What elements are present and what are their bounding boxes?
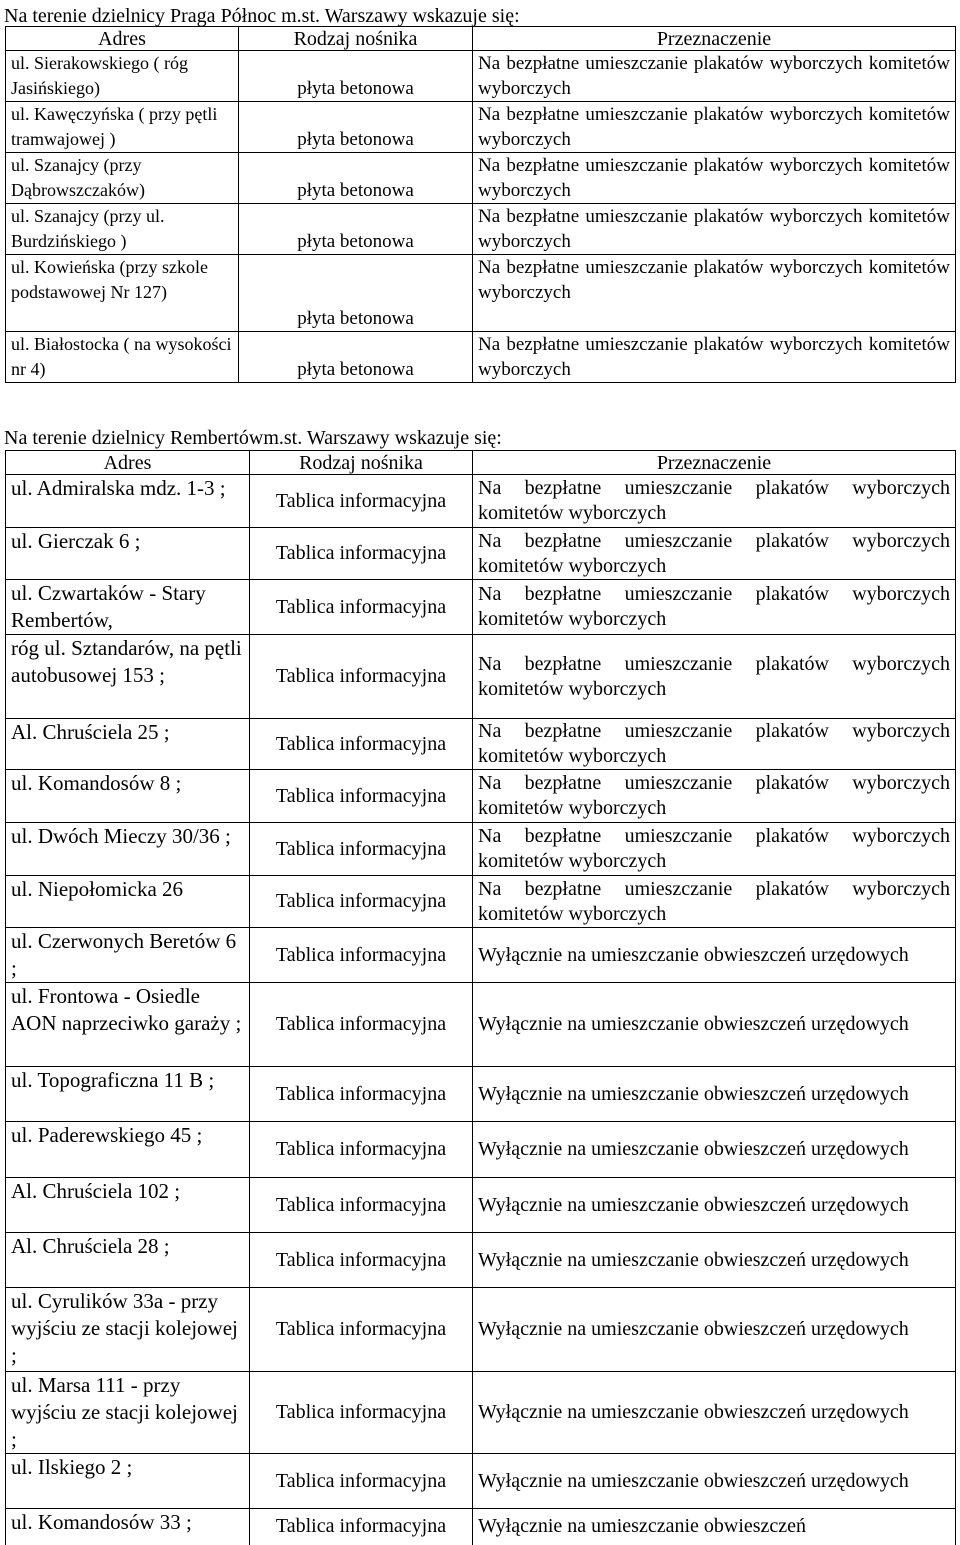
- address-cell: ul. Komandosów 33 ;: [6, 1509, 250, 1545]
- table-row: [6, 1233, 956, 1288]
- table-row: [6, 983, 956, 1067]
- carrier-type-cell: Tablica informacyjna: [250, 528, 473, 580]
- carrier-type-cell: płyta betonowa: [239, 332, 473, 383]
- column-header-type: Rodzaj nośnika: [250, 451, 473, 475]
- section2-heading: Na terenie dzielnicy Rembertówm.st. Warszawy wskazuje się:: [4, 427, 502, 449]
- carrier-type-cell: płyta betonowa: [239, 153, 473, 204]
- table-row: [6, 635, 956, 719]
- column-header-purpose: Przeznaczenie: [473, 451, 956, 475]
- carrier-type-cell: Tablica informacyjna: [250, 1288, 473, 1372]
- address-cell: ul. Ilskiego 2 ;: [6, 1454, 250, 1509]
- table-row: [6, 1122, 956, 1178]
- table-row: [6, 823, 956, 876]
- purpose-cell: Na bezpłatne umieszczanie plakatów wyborczych komitetów wyborczych: [473, 823, 956, 876]
- carrier-type-cell: płyta betonowa: [239, 255, 473, 332]
- purpose-cell: Na bezpłatne umieszczanie plakatów wyborczych komitetów wyborczych: [473, 528, 956, 580]
- purpose-cell: Na bezpłatne umieszczanie plakatów wyborczych komitetów wyborczych: [473, 876, 956, 928]
- address-cell: ul. Czerwonych Beretów 6 ;: [6, 928, 250, 983]
- purpose-cell: Na bezpłatne umieszczanie plakatów wyborczych komitetów wyborczych: [473, 102, 956, 153]
- address-cell: ul. Czwartaków - Stary Rembertów,: [6, 580, 250, 635]
- carrier-type-cell: Tablica informacyjna: [250, 1454, 473, 1509]
- table-row: [6, 102, 956, 153]
- table-row: [6, 1454, 956, 1509]
- table-row: [6, 332, 956, 383]
- address-cell: róg ul. Sztandarów, na pętli autobusowej 153 ;: [6, 635, 250, 719]
- carrier-type-cell: Tablica informacyjna: [250, 1509, 473, 1545]
- address-cell: ul. Szanajcy (przy Dąbrowszczaków): [6, 153, 239, 204]
- purpose-cell: Na bezpłatne umieszczanie plakatów wyborczych komitetów wyborczych: [473, 580, 956, 635]
- carrier-type-cell: Tablica informacyjna: [250, 1372, 473, 1454]
- table-row: [6, 1067, 956, 1122]
- carrier-type-cell: Tablica informacyjna: [250, 876, 473, 928]
- column-header-purpose: Przeznaczenie: [473, 27, 956, 51]
- table-row: [6, 1178, 956, 1233]
- purpose-cell: Na bezpłatne umieszczanie plakatów wyborczych komitetów wyborczych: [473, 475, 956, 528]
- purpose-cell: Wyłącznie na umieszczanie obwieszczeń: [473, 1509, 956, 1545]
- carrier-type-cell: Tablica informacyjna: [250, 475, 473, 528]
- purpose-cell: Na bezpłatne umieszczanie plakatów wyborczych komitetów wyborczych: [473, 51, 956, 102]
- purpose-cell: Wyłącznie na umieszczanie obwieszczeń urzędowych: [473, 983, 956, 1067]
- purpose-cell: Wyłącznie na umieszczanie obwieszczeń urzędowych: [473, 1233, 956, 1288]
- purpose-cell: Na bezpłatne umieszczanie plakatów wyborczych komitetów wyborczych: [473, 770, 956, 823]
- section1-heading: Na terenie dzielnicy Praga Północ m.st. Warszawy wskazuje się:: [4, 5, 520, 27]
- carrier-type-cell: Tablica informacyjna: [250, 1067, 473, 1122]
- table-row: [6, 1509, 956, 1545]
- purpose-cell: Wyłącznie na umieszczanie obwieszczeń urzędowych: [473, 1122, 956, 1178]
- table-row: [6, 580, 956, 635]
- address-cell: ul. Gierczak 6 ;: [6, 528, 250, 580]
- carrier-type-cell: Tablica informacyjna: [250, 770, 473, 823]
- table-row: [6, 528, 956, 580]
- address-cell: ul. Paderewskiego 45 ;: [6, 1122, 250, 1178]
- address-cell: ul. Cyrulików 33a - przy wyjściu ze stacji kolejowej ;: [6, 1288, 250, 1372]
- table-row: [6, 255, 956, 332]
- carrier-type-cell: płyta betonowa: [239, 204, 473, 255]
- address-cell: ul. Frontowa - Osiedle AON naprzeciwko garaży ;: [6, 983, 250, 1067]
- purpose-cell: Wyłącznie na umieszczanie obwieszczeń urzędowych: [473, 1178, 956, 1233]
- column-header-address: Adres: [6, 27, 239, 51]
- address-cell: ul. Niepołomicka 26: [6, 876, 250, 928]
- carrier-type-cell: Tablica informacyjna: [250, 1122, 473, 1178]
- address-cell: ul. Admiralska mdz. 1-3 ;: [6, 475, 250, 528]
- address-cell: ul. Sierakowskiego ( róg Jasińskiego): [6, 51, 239, 102]
- table-row: [6, 204, 956, 255]
- address-cell: ul. Topograficzna 11 B ;: [6, 1067, 250, 1122]
- column-header-type: Rodzaj nośnika: [239, 27, 473, 51]
- praga-polnoc-table: [5, 26, 956, 383]
- carrier-type-cell: Tablica informacyjna: [250, 1233, 473, 1288]
- carrier-type-cell: Tablica informacyjna: [250, 928, 473, 983]
- purpose-cell: Wyłącznie na umieszczanie obwieszczeń urzędowych: [473, 1454, 956, 1509]
- header-row: [6, 451, 956, 475]
- address-cell: ul. Kawęczyńska ( przy pętli tramwajowej ): [6, 102, 239, 153]
- purpose-cell: Wyłącznie na umieszczanie obwieszczeń urzędowych: [473, 1288, 956, 1372]
- address-cell: ul. Dwóch Mieczy 30/36 ;: [6, 823, 250, 876]
- purpose-cell: Wyłącznie na umieszczanie obwieszczeń urzędowych: [473, 928, 956, 983]
- purpose-cell: Na bezpłatne umieszczanie plakatów wyborczych komitetów wyborczych: [473, 635, 956, 719]
- address-cell: Al. Chruściela 28 ;: [6, 1233, 250, 1288]
- table-row: [6, 770, 956, 823]
- table-row: [6, 1372, 956, 1454]
- purpose-cell: Na bezpłatne umieszczanie plakatów wyborczych komitetów wyborczych: [473, 332, 956, 383]
- purpose-cell: Na bezpłatne umieszczanie plakatów wyborczych komitetów wyborczych: [473, 153, 956, 204]
- rembertow-table: [5, 450, 956, 1545]
- carrier-type-cell: Tablica informacyjna: [250, 635, 473, 719]
- address-cell: ul. Szanajcy (przy ul. Burdzińskiego ): [6, 204, 239, 255]
- table-row: [6, 928, 956, 983]
- carrier-type-cell: płyta betonowa: [239, 102, 473, 153]
- carrier-type-cell: Tablica informacyjna: [250, 823, 473, 876]
- column-header-address: Adres: [6, 451, 250, 475]
- address-cell: ul. Marsa 111 - przy wyjściu ze stacji kolejowej ;: [6, 1372, 250, 1454]
- purpose-cell: Wyłącznie na umieszczanie obwieszczeń urzędowych: [473, 1372, 956, 1454]
- address-cell: ul. Kowieńska (przy szkole podstawowej Nr 127): [6, 255, 239, 332]
- table-row: [6, 153, 956, 204]
- table-row: [6, 475, 956, 528]
- table-row: [6, 719, 956, 770]
- carrier-type-cell: Tablica informacyjna: [250, 580, 473, 635]
- carrier-type-cell: płyta betonowa: [239, 51, 473, 102]
- address-cell: Al. Chruściela 102 ;: [6, 1178, 250, 1233]
- carrier-type-cell: Tablica informacyjna: [250, 983, 473, 1067]
- header-row: [6, 27, 956, 51]
- table-row: [6, 51, 956, 102]
- carrier-type-cell: Tablica informacyjna: [250, 1178, 473, 1233]
- table-row: [6, 1288, 956, 1372]
- purpose-cell: Na bezpłatne umieszczanie plakatów wyborczych komitetów wyborczych: [473, 255, 956, 332]
- purpose-cell: Na bezpłatne umieszczanie plakatów wyborczych komitetów wyborczych: [473, 719, 956, 770]
- table-row: [6, 876, 956, 928]
- purpose-cell: Na bezpłatne umieszczanie plakatów wyborczych komitetów wyborczych: [473, 204, 956, 255]
- address-cell: ul. Komandosów 8 ;: [6, 770, 250, 823]
- carrier-type-cell: Tablica informacyjna: [250, 719, 473, 770]
- address-cell: ul. Białostocka ( na wysokości nr 4): [6, 332, 239, 383]
- address-cell: Al. Chruściela 25 ;: [6, 719, 250, 770]
- purpose-cell: Wyłącznie na umieszczanie obwieszczeń urzędowych: [473, 1067, 956, 1122]
